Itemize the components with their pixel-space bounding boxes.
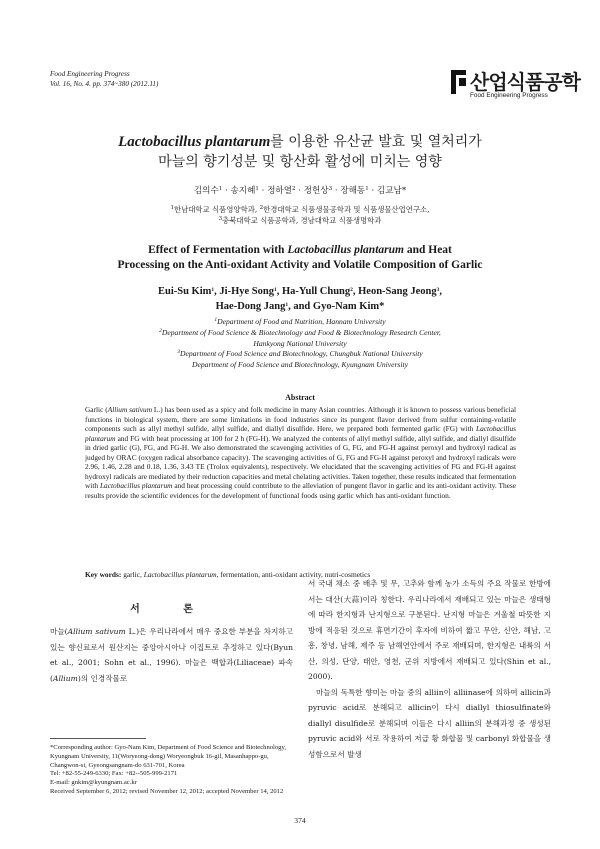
- affiliation-text: 한남대학교 식품영양학과,: [173, 205, 258, 214]
- author-name: Eui-Su Kim: [158, 286, 212, 297]
- affiliation-mark: 1: [211, 287, 215, 293]
- affiliation-text: 한경대학교 식품생물공학과 및 식품생물산업연구소,: [263, 205, 430, 214]
- body-paragraph: 마늘의 독특한 향미는 마늘 중의 alliin이 alliinase에 의하여 allicin과 pyruvic acid로 분해되고 allicin이 다시 diallyl thiosulfinate와 diallyl disulfide로 분해되며 이들은 다시 alliin의 분해과정 중 생성된 pyruvic acid와 서로 작용하여 저급 황 화합물 및 carbonyl 화합물을 생성함으로서 발생: [308, 687, 551, 759]
- body-text: 마늘(: [50, 627, 68, 636]
- journal-name: Food Engineering Progress: [50, 70, 130, 78]
- abstract-italic: Lactobacillus plantarum: [99, 481, 173, 491]
- separator: ,: [352, 286, 359, 297]
- abstract-text: and heat processing could contribute to the alleviation of pungent flavor in garlic and its anti-oxidant activity. These results provide the scientific evidences for the development of functional foods using garlic which has anti-oxidant function.: [85, 481, 516, 500]
- author-name: Ha-Yull Chung: [281, 286, 351, 297]
- footnote: [50, 744, 293, 797]
- english-authors: [0, 285, 600, 314]
- affiliation-mark: 1: [285, 301, 289, 308]
- korean-title-line2: 마늘의 향기성분 및 항산화 활성에 미치는 영향: [158, 154, 442, 170]
- keywords-label: Key words:: [85, 570, 122, 579]
- affiliation-text: Department of Food Science & Biotechnology and Food & Biotechnology Research Center,: [161, 327, 441, 337]
- affiliation-mark: 1: [218, 186, 223, 192]
- author-name: 정헌상: [303, 186, 329, 196]
- body-paragraph: 서 국내 채소 중 배추 및 무, 고추와 함께 농가 소득의 주요 작물로 한방에서는 대산(大蒜)이라 칭한다. 우리나라에서 재배되고 있는 마늘은 생태형에 따라 한지형과 난지형으로 구분된다. 난지형 마늘은 겨울철 따뜻한 지방에 적응된 것으로 휴면기간이 후자에 비하여 짧고 무안, 신안, 해남, 고흥, 창녕, 남해, 제주 등 남해연안에서 주로 재배되며, 한지형은 내륙의 서산, 의성, 단양, 태안, 영천, 군위 지방에서 재배되고 있다(Shin et al., 2000).: [308, 579, 551, 681]
- affiliation-mark: 2: [292, 186, 296, 192]
- korean-title: [0, 132, 600, 172]
- abstract-heading: Abstract: [285, 393, 315, 402]
- affiliation-mark: 1: [170, 205, 174, 211]
- affiliation-text: Hankyong National University: [253, 338, 347, 348]
- keywords-text: garlic,: [121, 570, 144, 579]
- footnote-received: Received September 6, 2012; revised November 12, 2012; accepted November 14, 2012: [50, 787, 284, 795]
- author-name: Gyo-Nam Kim*: [312, 300, 385, 312]
- section-heading-introduction: 서 론: [130, 604, 213, 615]
- intro-right-column: [308, 576, 551, 762]
- affiliation-mark: 1: [273, 287, 277, 293]
- abstract-text: L.) has been used as a spicy and folk medicine in many Asian countries. Although it is known to possess various beneficial functions in biological system, there are some limitations in food industries since its pungent flavor derived from sulfur containing-volatile components such as allyl methyl sulfide, allyl sulfide, and diallyl disulfide. Here, we prepared both fermented garlic (FG) with: [85, 405, 516, 434]
- english-title: [0, 243, 600, 272]
- korean-authors: 김의수$^1$ · 송지혜$^1$ · 정하열$^2$ · 정헌상$^3$ · 장해동$^1$ · 김교남*: [193, 186, 407, 196]
- english-affiliations: [0, 317, 600, 371]
- english-title-line2: Processing on the Anti-oxidant Activity and Volatile Composition of Garlic: [117, 258, 483, 271]
- separator: ,: [439, 286, 442, 297]
- affiliation-mark: 1: [214, 317, 218, 323]
- corresponding-mark: *: [401, 186, 407, 196]
- korean-affiliations: [0, 204, 600, 226]
- body-italic: Allium sativum: [67, 627, 126, 636]
- abstract-italic: Allium sativum: [107, 405, 153, 414]
- author-name: Ji-Hye Song: [219, 286, 274, 297]
- abstract-body: [85, 405, 516, 500]
- author-name: Hae-Dong Jang: [215, 300, 286, 312]
- korean-title-latin: Lactobacillus plantarum: [118, 134, 271, 150]
- author-name: Heon-Sang Jeong: [358, 286, 437, 297]
- separator: ,: [214, 286, 220, 297]
- abstract-text: Garlic (: [85, 405, 108, 414]
- footnote-tel: Tel: +82-55-249-6330; Fax: +82--505-999-2171: [50, 770, 178, 778]
- keywords-italic: Lactobacillus plantarum: [143, 570, 217, 579]
- keywords-text: , fermentation, anti-oxidant activity, nutri-cosmetics: [216, 570, 371, 579]
- logo-english-text: Food Engineering Progress: [470, 92, 548, 99]
- affiliation-text: Department of Food Science and Biotechnology, Kyungnam University: [192, 360, 408, 370]
- journal-logo: [448, 68, 580, 108]
- intro-left-column: [50, 624, 293, 686]
- body-italic: Allium: [52, 673, 78, 683]
- separator: ,: [276, 286, 282, 297]
- english-title-latin: Lactobacillus plantarum: [287, 244, 404, 256]
- footnote-divider: [50, 738, 146, 739]
- affiliation-mark: 3: [328, 186, 333, 192]
- affiliation-text: 충북대학교 식품공학과, 경남대학교 식품생명학과: [222, 216, 382, 225]
- author-name: 정하열: [267, 186, 292, 196]
- affiliation-mark: 3: [177, 349, 180, 356]
- affiliation-text: Department of Food Science and Biotechnology, Chungbuk National University: [180, 349, 423, 359]
- body-text: L.)은 우리나라에서 매우 중요한 부분을 차지하고 있는 향신료로서 원산지는 중앙아시아나 이집트로 추정하고 있다(Byun et al., 2001; Sohn et al., 1996). 마늘은 백합과(Liliaceae) 파속(: [50, 627, 294, 683]
- affiliation-mark: 3: [436, 287, 440, 293]
- author-name: 송지혜: [230, 186, 256, 196]
- logo-mark-icon: [448, 68, 468, 96]
- abstract-italic: Lactobacillus plantarum: [85, 424, 516, 443]
- abstract-text: and FG with heat processing at 100 for 2 h (FG-H). We analyzed the contents of allyl methyl sulfide, allyl sulfide, and diallyl disulfide in dried garlic (G), FG, and FG-H. We also demonstrated the scavenging activities of G, FG, and FG-H against peroxyl and hydroxyl radical as judged by ORAC (oxygen radical absorbance capacity). The scavenging activities of G, FG and FG-H against peroxyl and hydroxyl radicals were 2.96, 1.46, 2.28 and 0.18, 1.36, 3.43 TE (Trolox equivalents), respectively. We elucidated that the scavenging activities of FG and FG-H against hydroxyl radicals are mediated by their reduction capacities and metal chelating activities. Taken together, these results indicated that fermentation with: [85, 433, 516, 491]
- journal-header: [50, 70, 158, 89]
- affiliation-text: Department of Food and Nutrition, Hannam University: [217, 317, 386, 326]
- english-title-text: and Heat: [403, 244, 452, 256]
- page-number: 374: [294, 816, 306, 825]
- author-name: 장해동: [340, 186, 366, 196]
- journal-volume: Vol. 16, No. 4. pp. 374~380 (2012.11): [50, 79, 159, 88]
- affiliation-mark: 2: [259, 205, 264, 211]
- korean-title-line1: 를 이용한 유산균 발효 및 열처리가: [270, 134, 482, 150]
- logo-korean-text: 산업식품공학: [470, 70, 580, 94]
- affiliation-mark: 1: [365, 186, 369, 192]
- body-text: )의 인경작물로: [77, 673, 128, 683]
- footnote-corresponding: *Corresponding author: Gyo-Nam Kim, Department of Food Science and Biotechnology, Kyungnam University, 11(Woryeong-dong) Woryeongbuk 16-gil, Masanhappo-gu, Changwon-si, Gyeongsangnam-do 631-701, Korea: [50, 744, 286, 769]
- separator: , and: [288, 300, 313, 312]
- author-name: 김의수: [193, 186, 219, 196]
- affiliation-mark: 3: [218, 216, 223, 222]
- affiliation-mark: 1: [255, 186, 259, 192]
- affiliation-mark: 2: [350, 287, 353, 293]
- author-name: 김교남: [376, 186, 402, 196]
- english-title-text: Effect of Fermentation with: [148, 244, 288, 256]
- footnote-email: E-mail: gnkim@kyungnam.ac.kr: [50, 779, 137, 787]
- affiliation-mark: 2: [159, 327, 162, 334]
